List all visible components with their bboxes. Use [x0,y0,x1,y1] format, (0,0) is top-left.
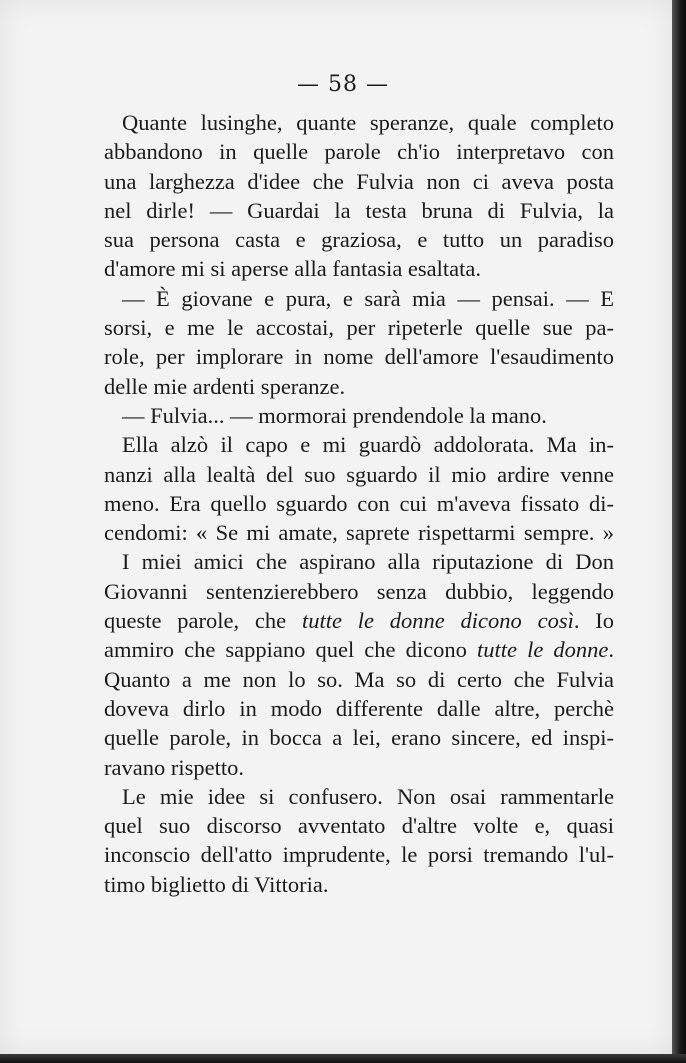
text-line: Le mie idee si confusero. Non osai rammentarle [122,783,614,809]
text-line: inconscio dell'atto imprudente, le porsi tremando l'ul- [104,842,614,868]
text-line: meno. Era quello sguardo con cui m'aveva fissato di- [104,490,614,516]
text-segment: . Io [573,608,614,634]
body-text [104,108,614,899]
text-line: quel suo discorso avventato d'altre volte e, quasi [104,813,614,839]
page-number: — 58 — [297,72,389,97]
italic-text: tutte le donne dicono così [301,608,574,634]
page-edge-shadow [672,0,686,1063]
text-segment: . [608,637,615,663]
text-line: ravano rispetto. [104,754,244,780]
text-line: Ella alzò il capo e mi guardò addolorata. Ma in- [122,432,614,458]
text-line: nel dirle! — Guardai la testa bruna di Fulvia, la [104,197,614,223]
text-line: — Fulvia... — mormorai prendendole la mano. [122,402,547,428]
text-line: Giovanni sentenzierebbero senza dubbio, leggendo [104,578,614,604]
text-line: una larghezza d'idee che Fulvia non ci aveva posta [104,168,614,194]
text-line: cendomi: « Se mi amate, saprete rispettarmi sempre. » [104,520,614,546]
text-line: Quante lusinghe, quante speranze, quale completo [122,110,614,135]
text-line: — È giovane e pura, e sarà mia — pensai. — E [122,285,614,311]
text-segment: queste parole, che [104,608,287,634]
text-line: abbandono in quelle parole ch'io interpretavo con [104,139,614,165]
italic-text: tutte le donne [476,637,609,663]
text-line: delle mie ardenti speranze. [104,373,346,399]
text-line [104,635,614,664]
text-line: nanzi alla lealtà del suo sguardo il mio ardire venne [104,461,614,487]
page-bottom-shadow [0,1054,686,1063]
text-line: role, per implorare in nome dell'amore l'esaudimento [104,344,614,370]
text-line: timo biglietto di Vittoria. [104,871,329,897]
text-segment: ammiro che sappiano quel che dicono [104,637,467,663]
text-line: d'amore mi si aperse alla fantasia esaltata. [104,256,482,282]
text-line: sorsi, e me le accostai, per ripeterle quelle sue pa- [104,315,614,341]
text-line: sua persona casta e graziosa, e tutto un paradiso [104,227,614,253]
text-line: Quanto a me non lo so. Ma so di certo che Fulvia [104,666,614,692]
text-line: doveva dirlo in modo differente dalle altre, perchè [104,695,614,721]
text-line: I miei amici che aspirano alla riputazione di Don [122,549,614,575]
text-line [104,606,614,635]
text-line: quelle parole, in bocca a lei, erano sincere, ed inspi- [104,725,614,751]
